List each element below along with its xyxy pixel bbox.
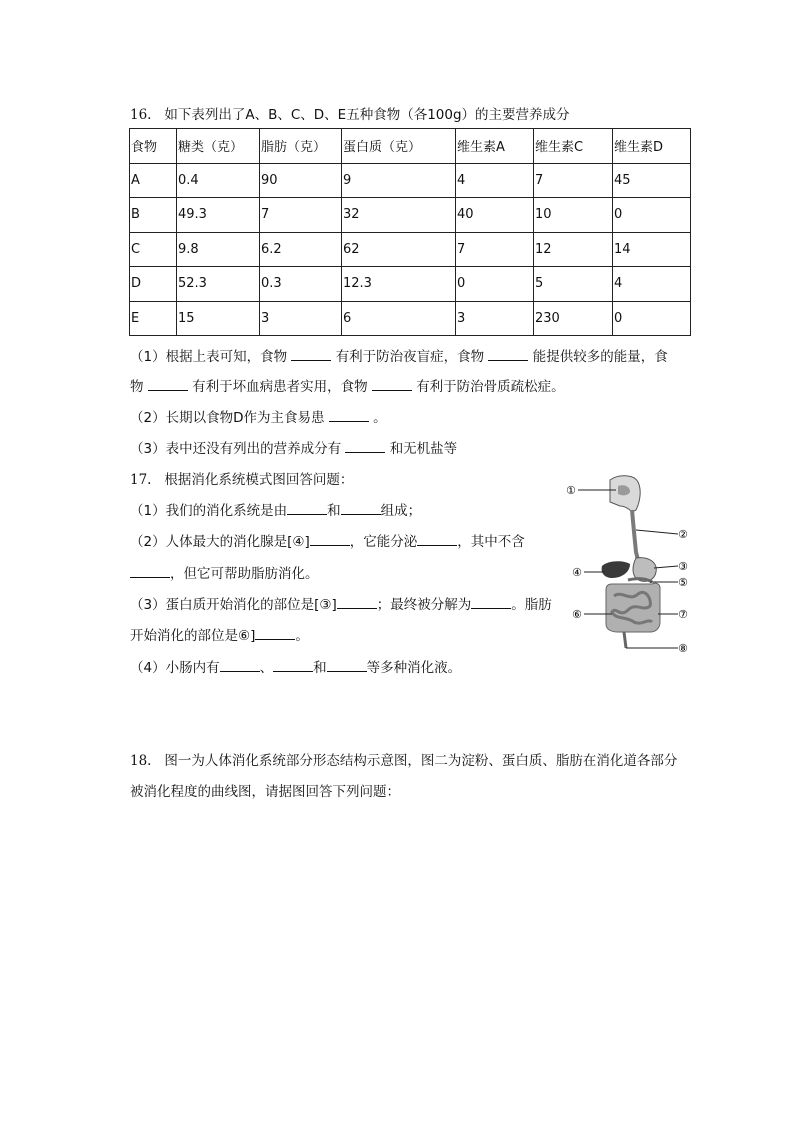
table-cell: 230 xyxy=(534,301,613,336)
q18-text: 被消化程度的曲线图，请据图回答下列问题： xyxy=(130,784,400,800)
q17-title-text: 根据消化系统模式图回答问题： xyxy=(164,472,354,488)
leader-line xyxy=(636,530,678,534)
table-cell: D xyxy=(130,267,177,302)
table-cell: 12 xyxy=(534,232,613,267)
q17-part1 xyxy=(130,499,421,519)
q16-title-text: 如下表列出了A、B、C、D、E五种食物（各100g）的主要营养成分 xyxy=(164,107,570,123)
q18-number: 18. xyxy=(130,753,152,769)
answer-blank[interactable] xyxy=(471,596,511,609)
q16-text: 物 xyxy=(130,379,144,395)
q17-text: （1）我们的消化系统是由 xyxy=(130,503,288,519)
diagram-label-7: ⑦ xyxy=(678,608,688,621)
q16-text: 有利于坏血病患者实用，食物 xyxy=(192,379,368,395)
q16-text: （2）长期以食物D作为主食易患 xyxy=(130,410,325,426)
diagram-label-1: ① xyxy=(566,484,576,497)
q17-text: 开始消化的部位是⑥] xyxy=(130,628,256,644)
q17-part4 xyxy=(130,656,461,676)
table-cell: 5 xyxy=(534,267,613,302)
table-cell: 3 xyxy=(260,301,342,336)
q16-number: 16. xyxy=(130,107,152,123)
q16-text: 能提供较多的能量，食 xyxy=(532,349,668,365)
diagram-label-4: ④ xyxy=(572,566,582,579)
table-header-cell: 维生素C xyxy=(534,129,613,164)
table-cell: 9.8 xyxy=(177,232,260,267)
q17-part2-line2 xyxy=(130,562,319,582)
q17-part3-line2 xyxy=(130,624,309,644)
answer-blank[interactable] xyxy=(417,533,457,546)
table-cell: 62 xyxy=(342,232,456,267)
answer-blank[interactable] xyxy=(329,409,369,422)
q16-part2 xyxy=(130,406,387,426)
leader-line xyxy=(654,566,678,568)
q17-text: （4）小肠内有 xyxy=(130,660,220,676)
answer-blank[interactable] xyxy=(220,659,260,672)
q17-title xyxy=(130,468,353,488)
table-cell: A xyxy=(130,163,177,198)
q17-text: 等多种消化液。 xyxy=(366,660,462,676)
q17-text: ，但它可帮助脂肪消化。 xyxy=(170,566,319,582)
answer-blank[interactable] xyxy=(310,533,350,546)
answer-blank[interactable] xyxy=(337,596,377,609)
q17-text: （3）蛋白质开始消化的部位是[③] xyxy=(130,597,337,613)
q17-text: ，它能分泌 xyxy=(349,534,418,550)
table-row xyxy=(130,198,691,233)
q16-title xyxy=(130,103,570,123)
q17-text: 。脂肪 xyxy=(511,597,552,613)
table-cell: 7 xyxy=(456,232,534,267)
q17-text: 和 xyxy=(313,660,327,676)
rectum-shape xyxy=(624,632,626,648)
answer-blank[interactable] xyxy=(327,659,367,672)
q16-text: 和无机盐等 xyxy=(389,441,458,457)
table-cell: 14 xyxy=(613,232,691,267)
q17-text: 、 xyxy=(259,660,274,676)
q16-part3 xyxy=(130,437,457,457)
answer-blank[interactable] xyxy=(130,565,170,578)
diagram-label-8: ⑧ xyxy=(678,642,688,655)
table-header-cell: 食物 xyxy=(130,129,177,164)
q17-part3-line1 xyxy=(130,593,552,613)
table-cell: 40 xyxy=(456,198,534,233)
table-header-cell: 脂肪（克） xyxy=(260,129,342,164)
table-header-cell: 维生素D xyxy=(613,129,691,164)
q18-line2 xyxy=(130,780,400,800)
table-cell: 10 xyxy=(534,198,613,233)
table-row xyxy=(130,232,691,267)
table-cell: 9 xyxy=(342,163,456,198)
q16-text: 。 xyxy=(373,410,387,426)
table-cell: 0 xyxy=(456,267,534,302)
table-cell: 0 xyxy=(613,198,691,233)
answer-blank[interactable] xyxy=(273,659,313,672)
table-header-row xyxy=(130,129,691,164)
q17-text: 组成； xyxy=(380,503,422,519)
table-cell: 3 xyxy=(456,301,534,336)
table-header-cell: 蛋白质（克） xyxy=(342,129,456,164)
table-header-cell: 维生素A xyxy=(456,129,534,164)
q16-text: 有利于防治骨质疏松症。 xyxy=(416,379,565,395)
answer-blank[interactable] xyxy=(255,627,295,640)
q17-number: 17. xyxy=(130,472,152,488)
answer-blank[interactable] xyxy=(148,378,188,391)
q17-text: ，其中不含 xyxy=(457,534,525,550)
answer-blank[interactable] xyxy=(287,502,327,515)
q16-text: （1）根据上表可知，食物 xyxy=(130,349,288,365)
q17-text: 。 xyxy=(295,628,309,644)
q16-part1-line1 xyxy=(130,345,668,365)
table-cell: 45 xyxy=(613,163,691,198)
q16-text: （3）表中还没有列出的营养成分有 xyxy=(130,441,342,457)
table-row xyxy=(130,301,691,336)
table-cell: 15 xyxy=(177,301,260,336)
q16-part1-line2 xyxy=(130,375,565,395)
esophagus-shape xyxy=(632,510,638,560)
table-cell: 6 xyxy=(342,301,456,336)
answer-blank[interactable] xyxy=(488,348,528,361)
table-cell: 0.3 xyxy=(260,267,342,302)
answer-blank[interactable] xyxy=(345,440,385,453)
table-cell: 7 xyxy=(260,198,342,233)
q18-line1 xyxy=(130,749,677,769)
answer-blank[interactable] xyxy=(372,378,412,391)
q17-text: （2）人体最大的消化腺是[④] xyxy=(130,534,310,550)
table-cell: 0.4 xyxy=(177,163,260,198)
table-cell: 52.3 xyxy=(177,267,260,302)
diagram-label-5: ⑤ xyxy=(678,576,688,589)
diagram-label-6: ⑥ xyxy=(572,608,582,621)
answer-blank[interactable] xyxy=(291,348,331,361)
table-cell: C xyxy=(130,232,177,267)
table-cell: 90 xyxy=(260,163,342,198)
digestive-system-diagram xyxy=(566,472,692,662)
liver-shape xyxy=(602,561,630,578)
q17-part2-line1 xyxy=(130,530,525,550)
table-cell: 4 xyxy=(613,267,691,302)
table-row xyxy=(130,163,691,198)
table-header-cell: 糖类（克） xyxy=(177,129,260,164)
table-cell: 7 xyxy=(534,163,613,198)
nutrition-table xyxy=(129,128,691,336)
table-cell: B xyxy=(130,198,177,233)
table-cell: 49.3 xyxy=(177,198,260,233)
q17-text: 和 xyxy=(327,503,341,519)
q16-text: 有利于防治夜盲症，食物 xyxy=(335,349,485,365)
table-cell: 6.2 xyxy=(260,232,342,267)
answer-blank[interactable] xyxy=(341,502,381,515)
q18-text: 图一为人体消化系统部分形态结构示意图，图二为淀粉、蛋白质、脂肪在消化道各部分 xyxy=(164,753,678,769)
table-cell: E xyxy=(130,301,177,336)
q17-text: ；最终被分解为 xyxy=(376,597,472,613)
table-cell: 32 xyxy=(342,198,456,233)
diagram-label-2: ② xyxy=(678,528,688,541)
table-cell: 12.3 xyxy=(342,267,456,302)
table-row xyxy=(130,267,691,302)
diagram-label-3: ③ xyxy=(678,560,688,573)
table-cell: 0 xyxy=(613,301,691,336)
table-cell: 4 xyxy=(456,163,534,198)
